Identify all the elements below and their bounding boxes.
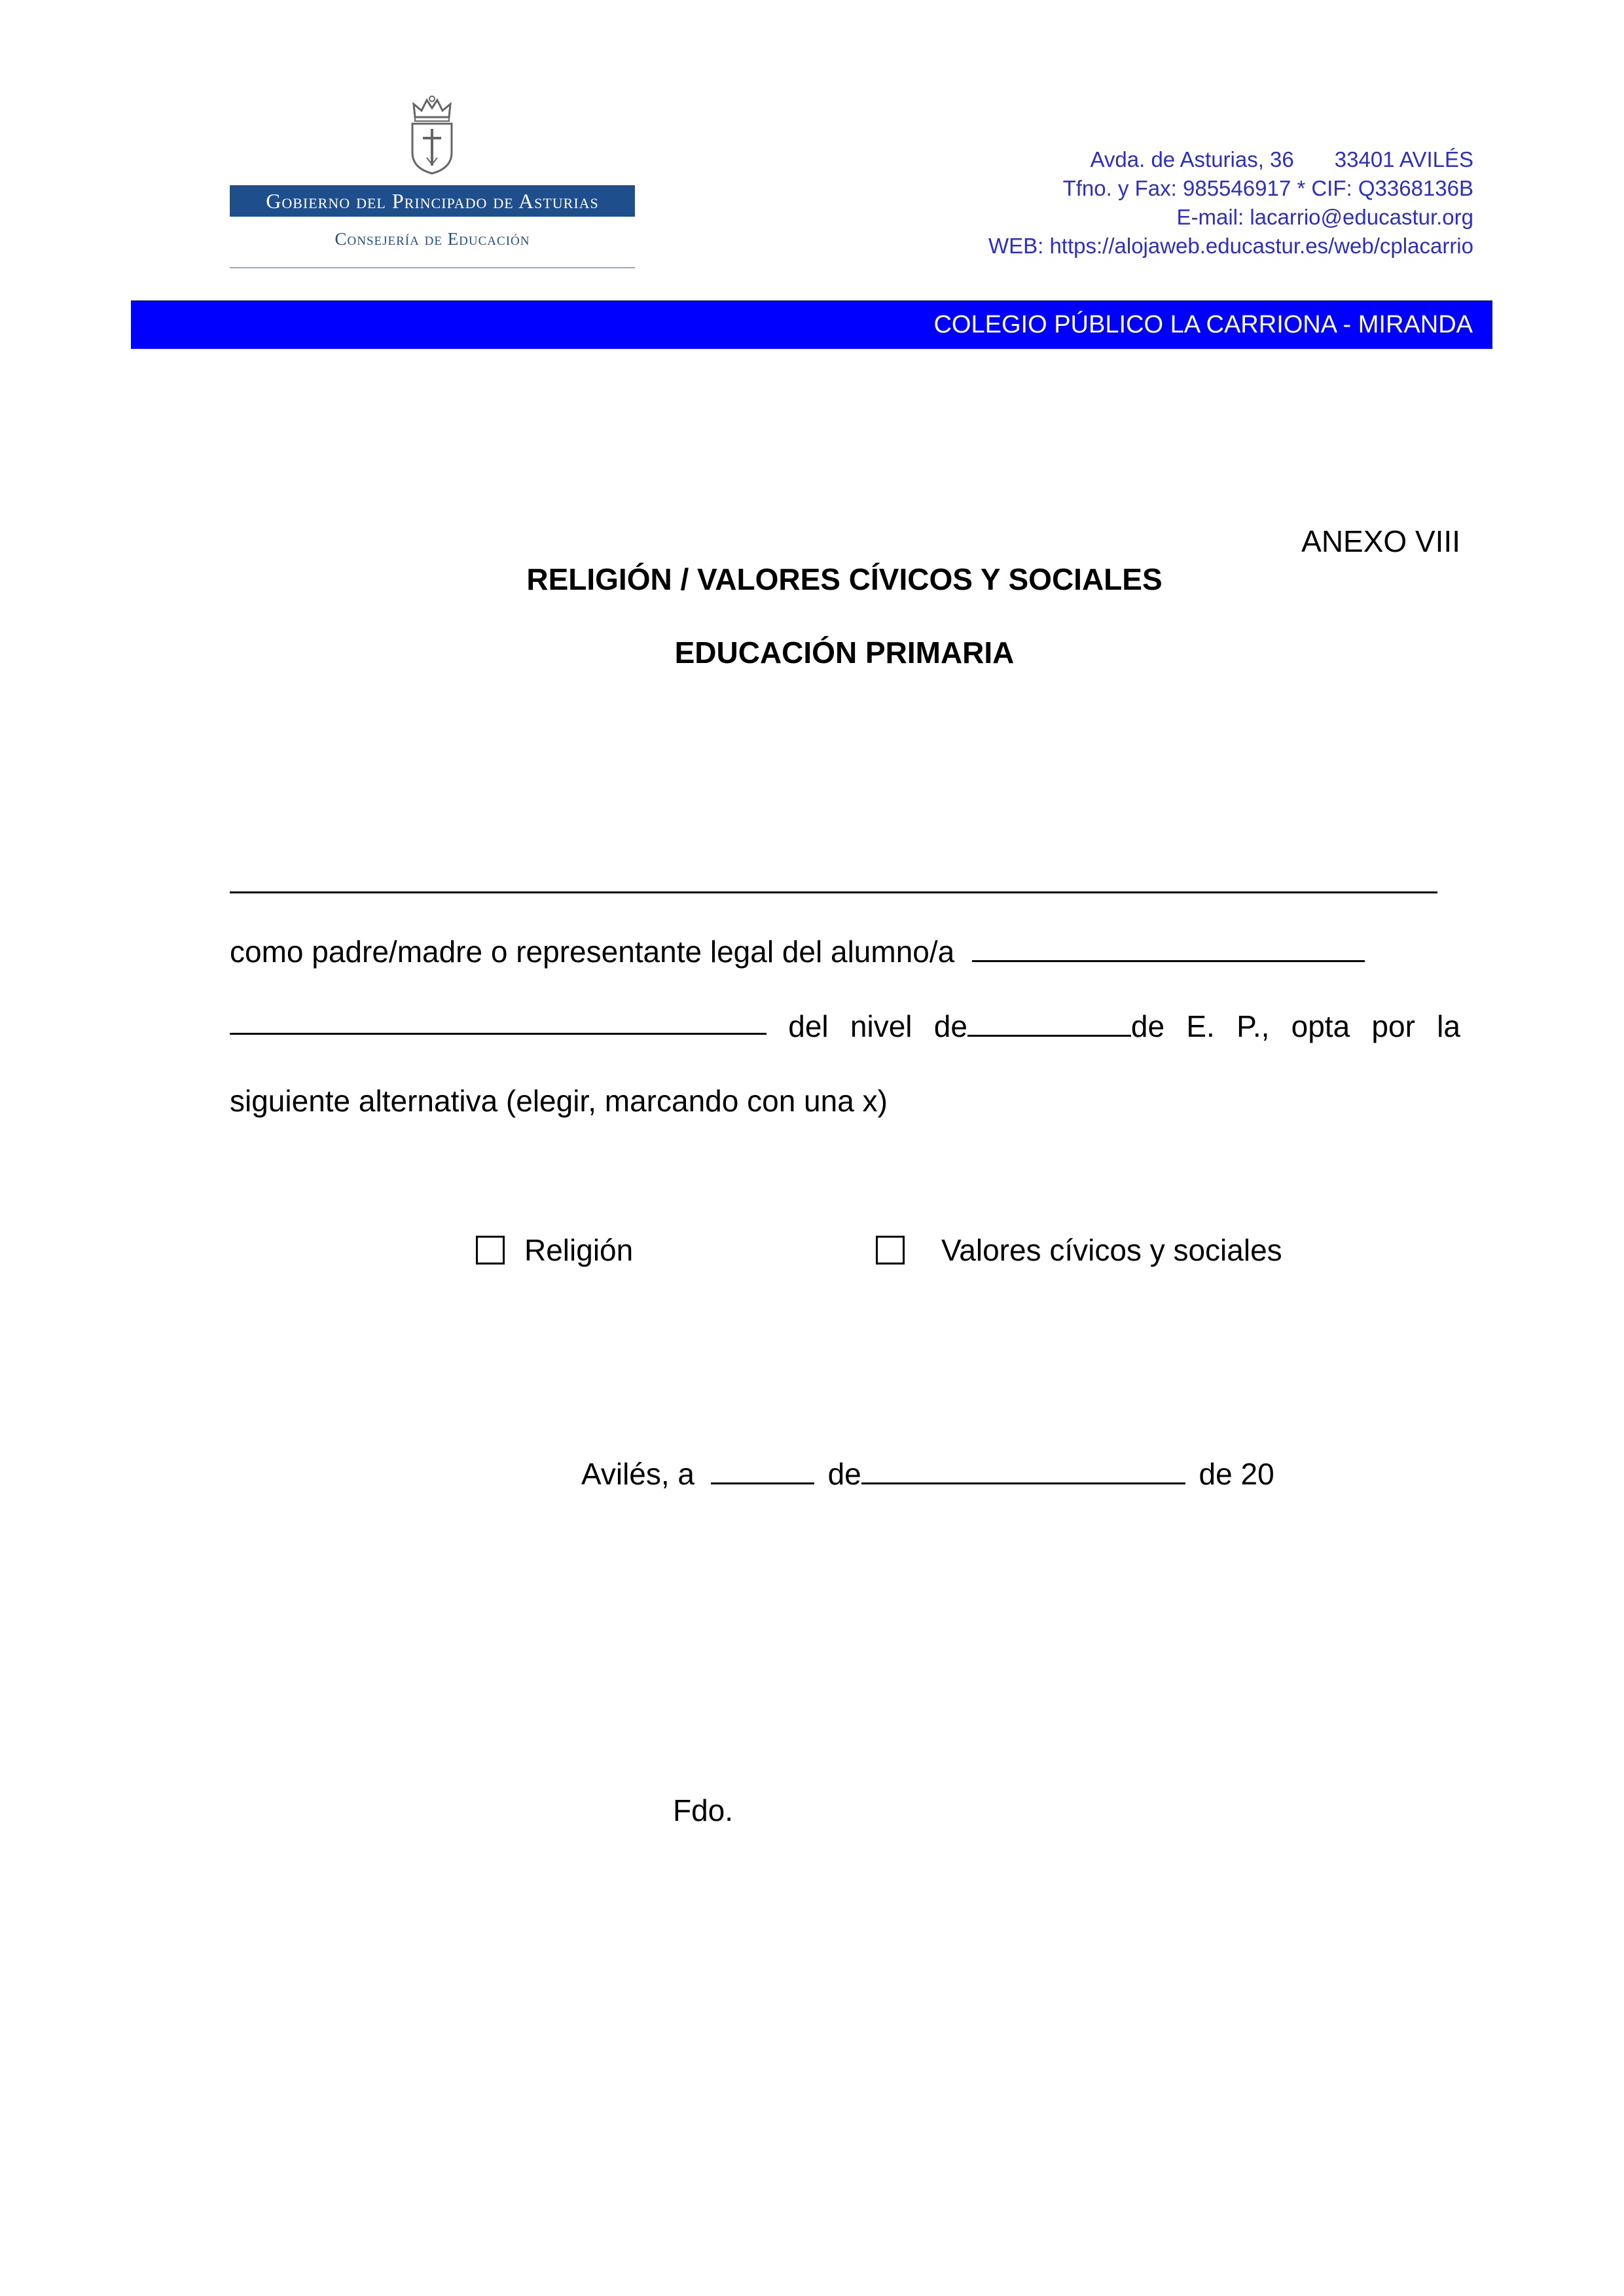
line2-word: nivel: [850, 1009, 912, 1043]
phone-cif-line: Tfno. y Fax: 985546917 * CIF: Q3368136B: [1062, 176, 1473, 200]
valores-label: Valores cívicos y sociales: [941, 1233, 1282, 1267]
web-line: WEB: https://alojaweb.educastur.es/web/cplacarrio: [988, 234, 1473, 258]
date-year: de 20: [1199, 1457, 1274, 1491]
line2-word: opta: [1291, 1009, 1350, 1043]
annex-label: ANEXO VIII: [1301, 524, 1460, 558]
date-de: de: [827, 1457, 861, 1491]
asturias-crest-logo: [407, 95, 457, 175]
contact-block: [988, 145, 1473, 260]
line2-word: E.: [1186, 1009, 1215, 1043]
form-line-1-text: como padre/madre o representante legal del alumno/a: [230, 935, 955, 969]
line2-word: la: [1437, 1009, 1460, 1043]
line2-word: por: [1371, 1009, 1415, 1043]
document-subtitle: EDUCACIÓN PRIMARIA: [674, 636, 1015, 670]
signature-label: Fdo.: [673, 1793, 734, 1827]
religion-checkbox[interactable]: [476, 1236, 505, 1265]
form-line-3: siguiente alternativa (elegir, marcando con una x): [230, 1084, 888, 1118]
document-title: RELIGIÓN / VALORES CÍVICOS Y SOCIALES: [526, 562, 1163, 596]
line2-word: [934, 1007, 1164, 1046]
email-line: E-mail: lacarrio@educastur.org: [1176, 205, 1473, 229]
day-blank[interactable]: [711, 1456, 814, 1484]
address-street: Avda. de Asturias, 36: [1090, 147, 1294, 171]
government-banner: Gobierno del Principado de Asturias: [230, 185, 635, 217]
department-name: Consejería de Educación: [334, 229, 530, 249]
level-blank[interactable]: [967, 1009, 1131, 1037]
line2-word: P.,: [1236, 1009, 1270, 1043]
date-line: [581, 1454, 1274, 1494]
line2-word-de: de: [1130, 1009, 1165, 1043]
option-valores[interactable]: [876, 1230, 1282, 1270]
option-religion[interactable]: [476, 1230, 633, 1270]
address-line: [988, 145, 1473, 174]
school-name: COLEGIO PÚBLICO LA CARRIONA - MIRANDA: [933, 311, 1473, 338]
student-name-blank-2[interactable]: [230, 1007, 767, 1035]
line2-word: del: [788, 1009, 829, 1043]
month-blank[interactable]: [861, 1456, 1185, 1484]
religion-label: Religión: [524, 1233, 634, 1267]
form-line-1: [230, 932, 1460, 971]
logo-divider: [230, 267, 635, 268]
student-name-blank-1[interactable]: [972, 934, 1365, 962]
parent-name-blank[interactable]: [230, 891, 1437, 893]
address-city: 33401 AVILÉS: [1334, 147, 1473, 171]
school-banner: [131, 300, 1492, 349]
valores-checkbox[interactable]: [876, 1236, 905, 1265]
line2-word-de: de: [933, 1009, 967, 1043]
form-line-2: [230, 1007, 1460, 1046]
date-place: Avilés, a: [581, 1457, 695, 1491]
